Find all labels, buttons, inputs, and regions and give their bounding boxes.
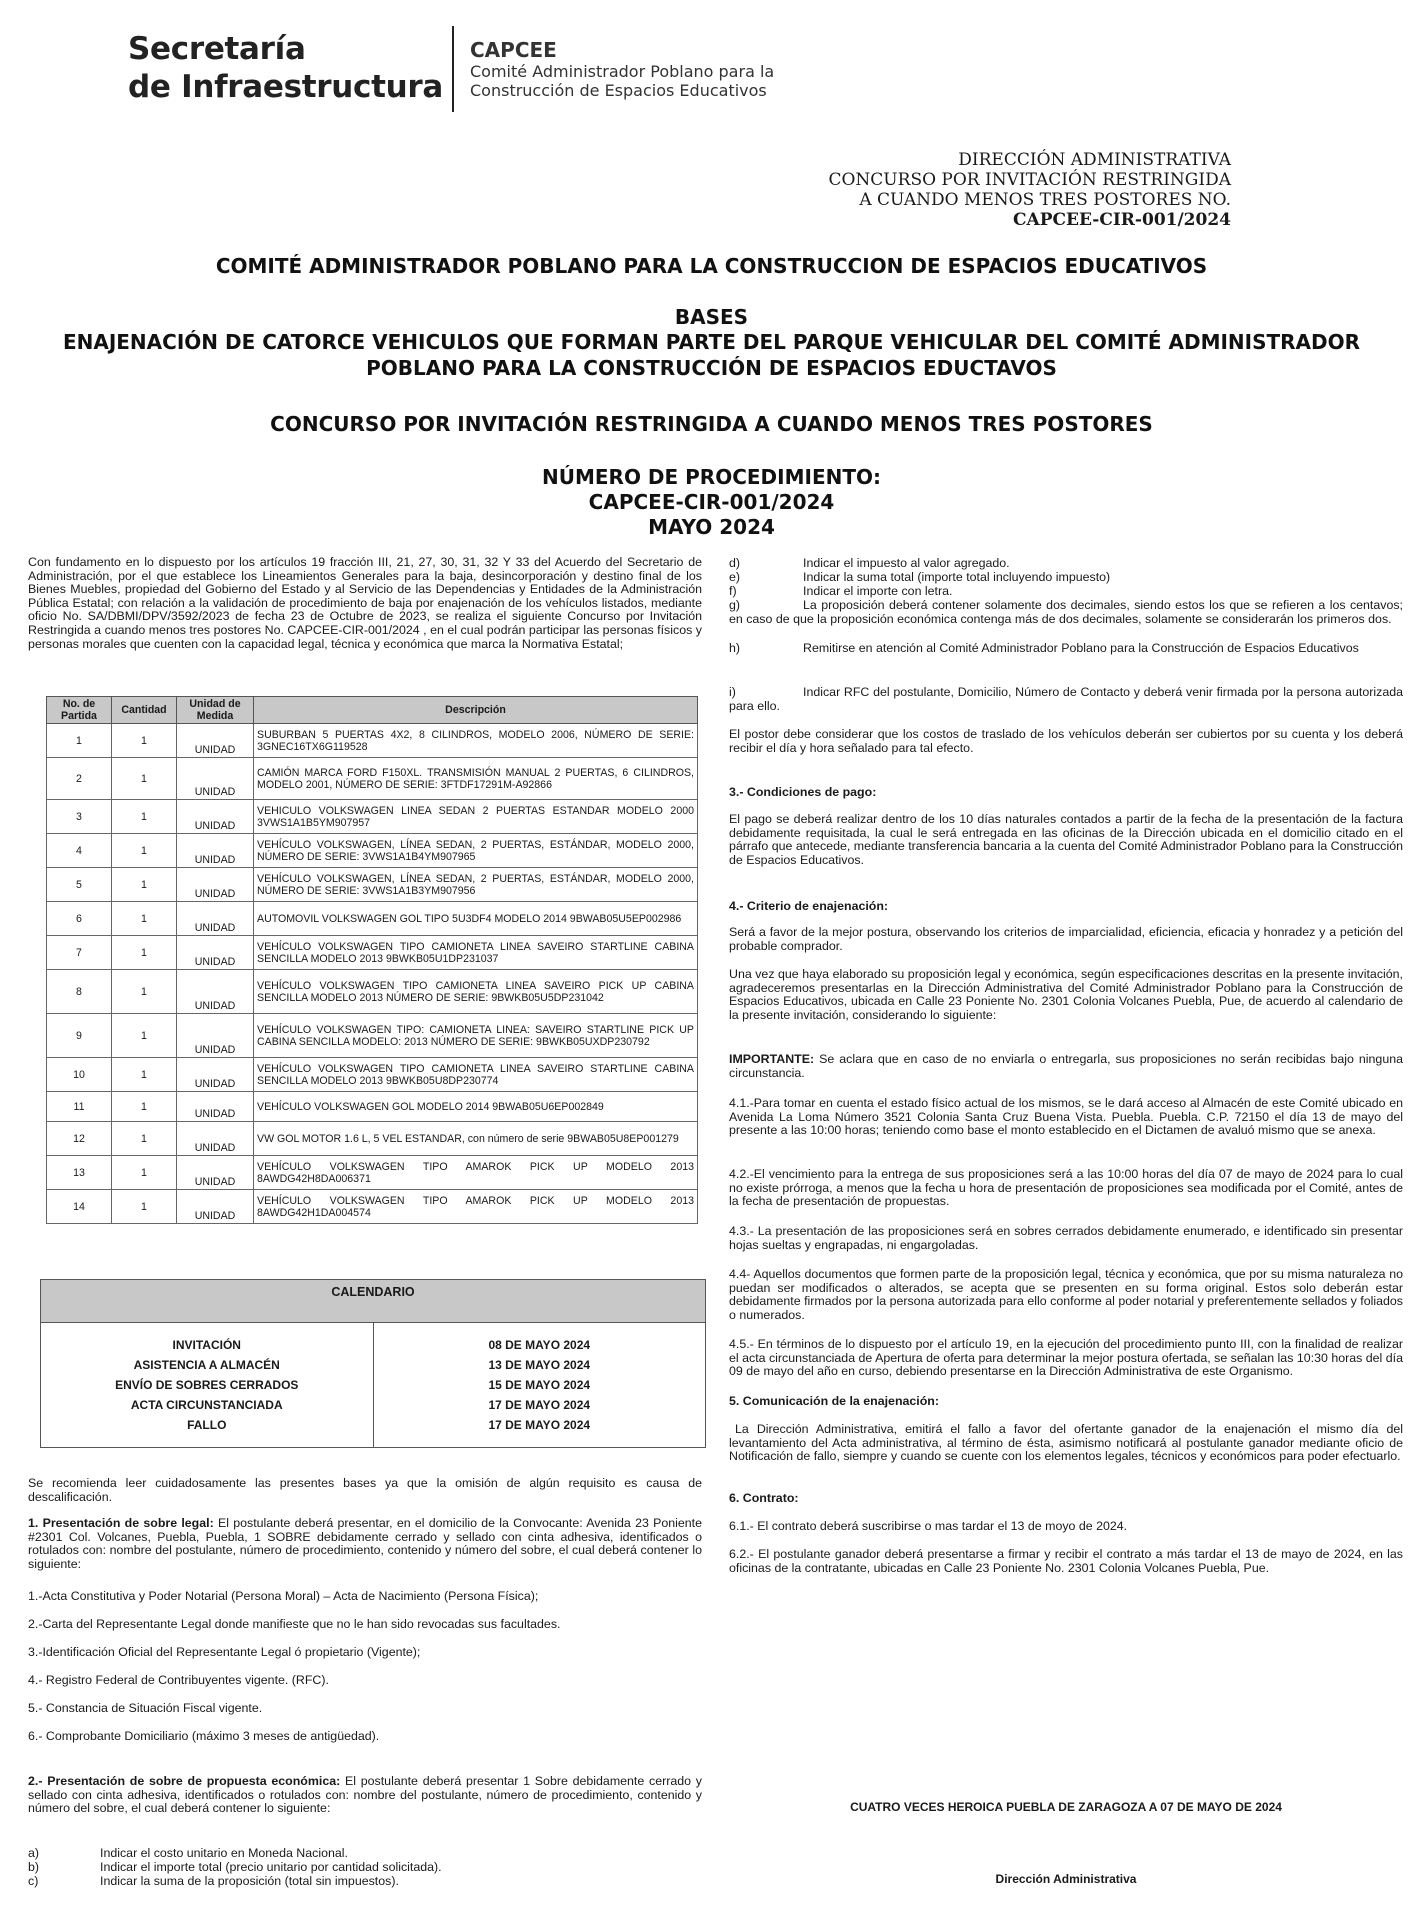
list-item — [28, 1860, 702, 1874]
item-value: Indicar el impuesto al valor agregado. — [803, 556, 1010, 570]
list-item: 2.-Carta del Representante Legal donde manifieste que no le han sido revocadas sus facultades. — [28, 1617, 561, 1631]
item-key: g) — [729, 598, 741, 612]
partida-cell: 6 — [47, 902, 112, 936]
org-line2: de Infraestructura — [128, 69, 444, 105]
table-row — [47, 834, 698, 868]
list-item: 5.- Constancia de Situación Fiscal vigente. — [28, 1701, 263, 1715]
capcee-logo — [470, 38, 774, 100]
capcee-sub2: Construcción de Espacios Educativos — [470, 81, 767, 100]
section6-heading: 6. Contrato: — [729, 1491, 799, 1505]
unidad-cell: UNIDAD — [177, 936, 254, 970]
cantidad-cell: 1 — [112, 868, 177, 902]
item-value: Remitirse en atención al Comité Administrador Poblano para la Construcción de Espacios Educativos — [803, 641, 1359, 655]
unidad-cell: UNIDAD — [177, 902, 254, 936]
para-4-3: 4.3.- La presentación de las proposiciones será en sobres cerrados debidamente enumerado, e identificado sin presentar hojas sueltas y engrapadas, ni engargoladas. — [729, 1224, 1403, 1252]
descripcion-cell: SUBURBAN 5 PUERTAS 4X2, 8 CILINDROS, MODELO 2006, NÚMERO DE SERIE: 3GNEC16TX6G119528 — [254, 724, 698, 758]
section2-list — [28, 1846, 702, 1888]
item-value: Indicar el importe con letra. — [803, 584, 953, 598]
table-row — [47, 800, 698, 834]
section5-text: La Dirección Administrativa, emitirá el fallo a favor del ofertante ganador de la enajenación el mismo día del levantamiento del Acta administrativa, al término de ésta, asimismo notificará al postulante ganador mediante oficio de Notificación de fallo, siempre y cuando se cuente con los elementos legales, técnicos y económicos para poder efectuarlo. — [729, 1422, 1403, 1464]
table-row — [47, 1156, 698, 1190]
capcee-sub1: Comité Administrador Poblano para la — [470, 62, 775, 81]
table-row — [47, 1058, 698, 1092]
para-4-5: 4.5.- En términos de lo dispuesto por el artículo 19, en la ejecución del procedimiento punto III, con la finalidad de realizar el acta circunstanciada de Apertura de oferta para determinar la mejor postura ofertada, se señalan las 10:30 horas del día 09 de mayo del año en curso, debiendo presentarse en la Dirección Administrativa de este Organismo. — [729, 1337, 1403, 1379]
unidad-cell: UNIDAD — [177, 868, 254, 902]
table-row — [47, 936, 698, 970]
logo-divider — [452, 26, 454, 112]
section2-paragraph — [28, 1775, 702, 1816]
calendar-date: 17 DE MAYO 2024 — [488, 1418, 591, 1432]
partida-cell: 12 — [47, 1122, 112, 1156]
item-key: i) — [729, 685, 736, 699]
calendar-events — [41, 1323, 374, 1447]
col-header-unidad: Unidad de Medida — [177, 697, 254, 724]
section2-text: El postulante deberá presentar 1 Sobre debidamente cerrado y sellado con cinta adhesiva, identificados o rotulados con: nombre del postulante, número de procedimiento, contenido y número del sobre, el cual deberá contener lo siguiente: — [28, 1774, 702, 1816]
partida-cell: 4 — [47, 834, 112, 868]
calendar-date: 13 DE MAYO 2024 — [488, 1358, 591, 1372]
unidad-cell: UNIDAD — [177, 1092, 254, 1122]
item-key: d) — [729, 556, 741, 570]
item-i — [729, 686, 1403, 713]
unidad-cell: UNIDAD — [177, 1156, 254, 1190]
calendar-date: 17 DE MAYO 2024 — [488, 1398, 591, 1412]
unidad-cell: UNIDAD — [177, 758, 254, 800]
partida-cell: 14 — [47, 1190, 112, 1224]
enajenacion-title-1: ENAJENACIÓN DE CATORCE VEHICULOS QUE FORMAN PARTE DEL PARQUE VEHICULAR DEL COMITÉ ADMINISTRADOR — [62, 330, 1361, 354]
bases-title: BASES — [674, 305, 749, 329]
para-6-2: 6.2.- El postulante ganador deberá presentarse a firmar y recibir el contrato a más tardar el 13 de mayo de 2024, en las oficinas de la contratante, ubicadas en Calle 23 Poniente No. 2301 Colonia Volcanes Puebla, Pue. — [729, 1547, 1403, 1575]
place-date: CUATRO VECES HEROICA PUEBLA DE ZARAGOZA A 07 DE MAYO DE 2024 — [850, 1800, 1282, 1814]
list-item — [28, 1874, 702, 1888]
partida-cell: 13 — [47, 1156, 112, 1190]
descripcion-cell: VEHÍCULO VOLKSWAGEN TIPO AMAROK PICK UP MODELO 2013 8AWDG42H8DA006371 — [254, 1156, 698, 1190]
dir-number: CAPCEE-CIR-001/2024 — [1013, 210, 1231, 230]
cantidad-cell: 1 — [112, 800, 177, 834]
important-text: Se aclara que en caso de no enviarla o entregarla, sus proposiciones no serán recibidas bajo ninguna circunstancia. — [729, 1052, 1403, 1080]
calendar-title: CALENDARIO — [41, 1280, 705, 1323]
cantidad-cell: 1 — [112, 1058, 177, 1092]
table-row — [47, 724, 698, 758]
unidad-cell: UNIDAD — [177, 1190, 254, 1224]
section1-list — [28, 1589, 702, 1757]
important-label: IMPORTANTE: — [729, 1052, 815, 1066]
unidad-cell: UNIDAD — [177, 800, 254, 834]
cantidad-cell: 1 — [112, 902, 177, 936]
descripcion-cell: CAMIÓN MARCA FORD F150XL. TRANSMISIÓN MANUAL 2 PUERTAS, 6 CILINDROS, MODELO 2001, NÚMERO DE SERIE: 3FTDF17291M-A92866 — [254, 758, 698, 800]
para-4-1: 4.1.-Para tomar en cuenta el estado físico actual de los mismos, se le dará acceso al Almacén de este Comité ubicado en Avenida La Loma Número 3521 Colonia Santa Cruz Buena Vista. Puebla. Puebla. C.P. 72150 el día 13 de mayo del presente a las 10:00 horas; teniendo como base el monto establecido en el Dictamen de avaluó mismo que se anexa. — [729, 1096, 1403, 1138]
unidad-cell: UNIDAD — [177, 724, 254, 758]
cantidad-cell: 1 — [112, 936, 177, 970]
cantidad-cell: 1 — [112, 1156, 177, 1190]
table-row — [47, 1092, 698, 1122]
descripcion-cell: AUTOMOVIL VOLKSWAGEN GOL TIPO 5U3DF4 MODELO 2014 9BWAB05U5EP002986 — [254, 902, 698, 936]
unidad-cell: UNIDAD — [177, 834, 254, 868]
item-value: Indicar RFC del postulante, Domicilio, Número de Contacto y deberá venir firmada por la persona autorizada para ello. — [729, 685, 1403, 713]
procedure-date: MAYO 2024 — [648, 515, 775, 539]
section1-heading: 1. Presentación de sobre legal: — [28, 1516, 214, 1530]
unidad-cell: UNIDAD — [177, 1122, 254, 1156]
table-row — [47, 902, 698, 936]
para-4-4: 4.4- Aquellos documentos que formen parte de la proposición legal, técnica y económica, que por su misma naturaleza no puedan ser modificados o alterados, se acepta que se presenten en su forma original. Estos solo deberán estar debidamente firmados por la persona autorizada para ello conforme al poder notarial y preferentemente sellados y foliados o numerados. — [729, 1267, 1403, 1322]
section2-heading: 2.- Presentación de sobre de propuesta económica: — [28, 1774, 341, 1788]
section1-text: El postulante deberá presentar, en el domicilio de la Convocante: Avenida 23 Poniente #2301 Col. Volcanes, Puebla, Puebla, 1 SOBRE debidamente cerrado y sellado con cinta adhesiva, identificados o rotulados con: nombre del postulante, número de procedimiento, contenido y número del sobre, el cual deberá contener lo siguiente: — [28, 1516, 703, 1571]
table-row — [47, 1190, 698, 1224]
secretaria-logo — [128, 30, 443, 106]
calendar-event: ASISTENCIA A ALMACÉN — [133, 1358, 280, 1372]
para-4-2: 4.2.-El vencimiento para la entrega de sus proposiciones será a las 10:00 horas del día 07 de mayo de 2024 para lo cual no existe prórroga, a menos que la fecha u hora de presentación de proposiciones sea modificada por el Comité, antes de la fecha de presentación de propuestas. — [729, 1167, 1403, 1209]
calendar-date: 15 DE MAYO 2024 — [488, 1378, 591, 1392]
section1-paragraph — [28, 1517, 702, 1571]
unidad-cell: UNIDAD — [177, 1058, 254, 1092]
section3-text: El pago se deberá realizar dentro de los 10 días naturales contados a partir de la fecha de la presentación de la factura debidamente requisitada, la cual le será entregada en las oficinas de la Dirección ubicada en el domicilio citado en el párrafo que antecede, mediante transferencia bancaria a la cuenta del Comité Administrador Poblano para la Construcción de Espacios Educativos. — [729, 812, 1403, 867]
list-item: 6.- Comprobante Domiciliario (máximo 3 meses de antigüedad). — [28, 1729, 380, 1743]
list-item: 3.-Identificación Oficial del Representante Legal ó propietario (Vigente); — [28, 1645, 421, 1659]
cantidad-cell: 1 — [112, 1190, 177, 1224]
partida-cell: 3 — [47, 800, 112, 834]
calendar-box — [40, 1279, 706, 1448]
partida-cell: 11 — [47, 1092, 112, 1122]
calendar-dates — [374, 1323, 706, 1447]
table-row — [47, 970, 698, 1014]
descripcion-cell: VEHÍCULO VOLKSWAGEN TIPO CAMIONETA LINEA SAVEIRO STARTLINE CABINA SENCILLA MODELO 2013 9BWKB05U8DP230774 — [254, 1058, 698, 1092]
traslado-paragraph: El postor debe considerar que los costos de traslado de los vehículos deberán ser cubiertos por su cuenta y los deberá recibir el día y hora señalado para tal efecto. — [729, 727, 1403, 755]
table-row — [47, 1014, 698, 1058]
partida-cell: 5 — [47, 868, 112, 902]
item-key: e) — [729, 570, 741, 584]
list-item: 4.- Registro Federal de Contribuyentes vigente. (RFC). — [28, 1673, 329, 1687]
committee-title: COMITÉ ADMINISTRADOR POBLANO PARA LA CONSTRUCCION DE ESPACIOS EDUCATIVOS — [215, 254, 1208, 278]
descripcion-cell: VEHÍCULO VOLKSWAGEN TIPO CAMIONETA LINEA SAVEIRO STARTLINE CABINA SENCILLA MODELO 2013 9BWKB05U1DP231037 — [254, 936, 698, 970]
table-row — [47, 758, 698, 800]
item-h — [729, 642, 1403, 656]
calendar-event: ACTA CIRCUNSTANCIADA — [130, 1398, 283, 1412]
cantidad-cell: 1 — [112, 970, 177, 1014]
signature-label: Dirección Administrativa — [995, 1872, 1137, 1886]
unidad-cell: UNIDAD — [177, 970, 254, 1014]
descripcion-cell: VEHÍCULO VOLKSWAGEN TIPO: CAMIONETA LINEA: SAVEIRO STARTLINE PICK UP CABINA SENCILLA MODELO: 2013 NÚMERO DE SERIE: 9BWKB05UXDP230792 — [254, 1014, 698, 1058]
section4-heading: 4.- Criterio de enajenación: — [729, 899, 889, 913]
cantidad-cell: 1 — [112, 1122, 177, 1156]
descripcion-cell: VEHICULO VOLKSWAGEN LINEA SEDAN 2 PUERTAS ESTANDAR MODELO 2000 3VWS1A1B5YM907957 — [254, 800, 698, 834]
table-row — [47, 1122, 698, 1156]
item-key: f) — [729, 584, 737, 598]
list-item — [729, 556, 1403, 570]
calendar-event: FALLO — [187, 1418, 227, 1432]
item-key: a) — [28, 1846, 40, 1860]
descripcion-cell: VEHÍCULO VOLKSWAGEN GOL MODELO 2014 9BWAB05U6EP002849 — [254, 1092, 698, 1122]
partida-cell: 10 — [47, 1058, 112, 1092]
calendar-event: INVITACIÓN — [172, 1338, 241, 1352]
dir-line1: DIRECCIÓN ADMINISTRATIVA — [958, 150, 1231, 170]
partida-cell: 8 — [47, 970, 112, 1014]
capcee-name: CAPCEE — [470, 38, 557, 62]
col-header-descripcion: Descripción — [254, 697, 698, 724]
list-item — [28, 1846, 702, 1860]
list-item — [729, 570, 1403, 584]
partida-cell: 7 — [47, 936, 112, 970]
procedure-number: CAPCEE-CIR-001/2024 — [588, 490, 835, 514]
item-g — [729, 599, 1403, 626]
unidad-cell: UNIDAD — [177, 1014, 254, 1058]
partida-cell: 1 — [47, 724, 112, 758]
dir-line2: CONCURSO POR INVITACIÓN RESTRINGIDA — [828, 170, 1231, 190]
list-item: 1.-Acta Constitutiva y Poder Notarial (Persona Moral) – Acta de Nacimiento (Persona Física); — [28, 1589, 539, 1603]
procedure-label: NÚMERO DE PROCEDIMIENTO: — [542, 465, 881, 489]
enajenacion-title-2: POBLANO PARA LA CONSTRUCCIÓN DE ESPACIOS EDUCTAVOS — [366, 356, 1057, 380]
calendar-date: 08 DE MAYO 2024 — [488, 1338, 591, 1352]
recommendation-text: Se recomienda leer cuidadosamente las presentes bases ya que la omisión de algún requisito es causa de descalificación. — [28, 1476, 702, 1504]
item-key: c) — [28, 1874, 39, 1888]
cantidad-cell: 1 — [112, 724, 177, 758]
item-value: La proposición deberá contener solamente dos decimales, siendo estos los que se refieren a los centavos; en caso de que la proposición económica contenga más de dos decimales, solamente se considerarán los primeros dos. — [729, 598, 1403, 626]
item-value: Indicar la suma total (importe total incluyendo impuesto) — [803, 570, 1111, 584]
vehicles-table — [46, 696, 698, 1224]
section4-text1: Será a favor de la mejor postura, observando los criterios de imparcialidad, eficiencia, eficacia y honradez y a petición del probable comprador. — [729, 925, 1403, 953]
cantidad-cell: 1 — [112, 834, 177, 868]
descripcion-cell: VEHÍCULO VOLKSWAGEN TIPO CAMIONETA LINEA SAVEIRO PICK UP CABINA SENCILLA MODELO 2013 NÚMERO DE SERIE: 9BWKB05U5DP231042 — [254, 970, 698, 1014]
item-value: Indicar la suma de la proposición (total sin impuestos). — [100, 1874, 399, 1888]
intro-paragraph: Con fundamento en lo dispuesto por los artículos 19 fracción III, 21, 27, 30, 31, 32 Y 33 del Acuerdo del Secretario de Administración, por el que establece los Lineamientos Generales para la baja, desincorporación y destino final de los Bienes Muebles, propiedad del Gobierno del Estado y al Servicio de las Dependencias y Entidades de la Administración Pública Estatal; con relación a la validación de procedimiento de baja por enajenación de los vehículos listados, mediante oficio No. SA/DBMI/DPV/3592/2023 de fecha 23 de Octubre de 2023, se realiza el siguiente Concurso por Invitación Restringida a cuando menos tres postores No. CAPCEE-CIR-001/2024 , en el cual podrán participar las personas físicos y personas morales que cuenten con la capacidad legal, técnica y económica que marca la Normativa Estatal; — [28, 555, 702, 651]
important-paragraph — [729, 1053, 1403, 1080]
section4-text2: Una vez que haya elaborado su proposición legal y económica, según especificaciones descritas en la presente invitación, agradeceremos presentarlas en la Dirección Administrativa del Comité Administrador Poblano para la Construcción de Espacios Educativos, ubicada en Calle 23 Poniente No. 2301 Colonia Volcanes Puebla, Pue, de acuerdo al calendario de la presente invitación, considerando lo siguiente: — [729, 967, 1403, 1022]
col-header-partida: No. de Partida — [47, 697, 112, 724]
descripcion-cell: VEHÍCULO VOLKSWAGEN, LÍNEA SEDAN, 2 PUERTAS, ESTÁNDAR, MODELO 2000, NÚMERO DE SERIE: 3VWS1A1B4YM907965 — [254, 834, 698, 868]
cantidad-cell: 1 — [112, 1014, 177, 1058]
direction-block — [828, 150, 1231, 230]
dir-line3: A CUANDO MENOS TRES POSTORES NO. — [859, 190, 1231, 210]
right-list-def — [729, 556, 1403, 598]
calendar-event: ENVÍO DE SOBRES CERRADOS — [115, 1378, 299, 1392]
list-item — [729, 584, 1403, 598]
descripcion-cell: VEHÍCULO VOLKSWAGEN TIPO AMAROK PICK UP MODELO 2013 8AWDG42H1DA004574 — [254, 1190, 698, 1224]
item-value: Indicar el costo unitario en Moneda Nacional. — [100, 1846, 348, 1860]
concurso-title: CONCURSO POR INVITACIÓN RESTRINGIDA A CUANDO MENOS TRES POSTORES — [270, 412, 1153, 436]
section3-heading: 3.- Condiciones de pago: — [729, 785, 877, 799]
org-line1: Secretaría — [128, 31, 306, 67]
item-value: Indicar el importe total (precio unitario por cantidad solicitada). — [100, 1860, 442, 1874]
item-key: h) — [729, 641, 741, 655]
para-6-1: 6.1.- El contrato deberá suscribirse o mas tardar el 13 de moyo de 2024. — [729, 1519, 1128, 1533]
cantidad-cell: 1 — [112, 758, 177, 800]
col-header-cantidad: Cantidad — [112, 697, 177, 724]
cantidad-cell: 1 — [112, 1092, 177, 1122]
table-row — [47, 868, 698, 902]
partida-cell: 9 — [47, 1014, 112, 1058]
section5-heading: 5. Comunicación de la enajenación: — [729, 1394, 940, 1408]
descripcion-cell: VW GOL MOTOR 1.6 L, 5 VEL ESTANDAR, con número de serie 9BWAB05U8EP001279 — [254, 1122, 698, 1156]
table-header-row — [47, 697, 698, 724]
item-key: b) — [28, 1860, 40, 1874]
descripcion-cell: VEHÍCULO VOLKSWAGEN, LÍNEA SEDAN, 2 PUERTAS, ESTÁNDAR, MODELO 2000, NÚMERO DE SERIE: 3VWS1A1B3YM907956 — [254, 868, 698, 902]
partida-cell: 2 — [47, 758, 112, 800]
